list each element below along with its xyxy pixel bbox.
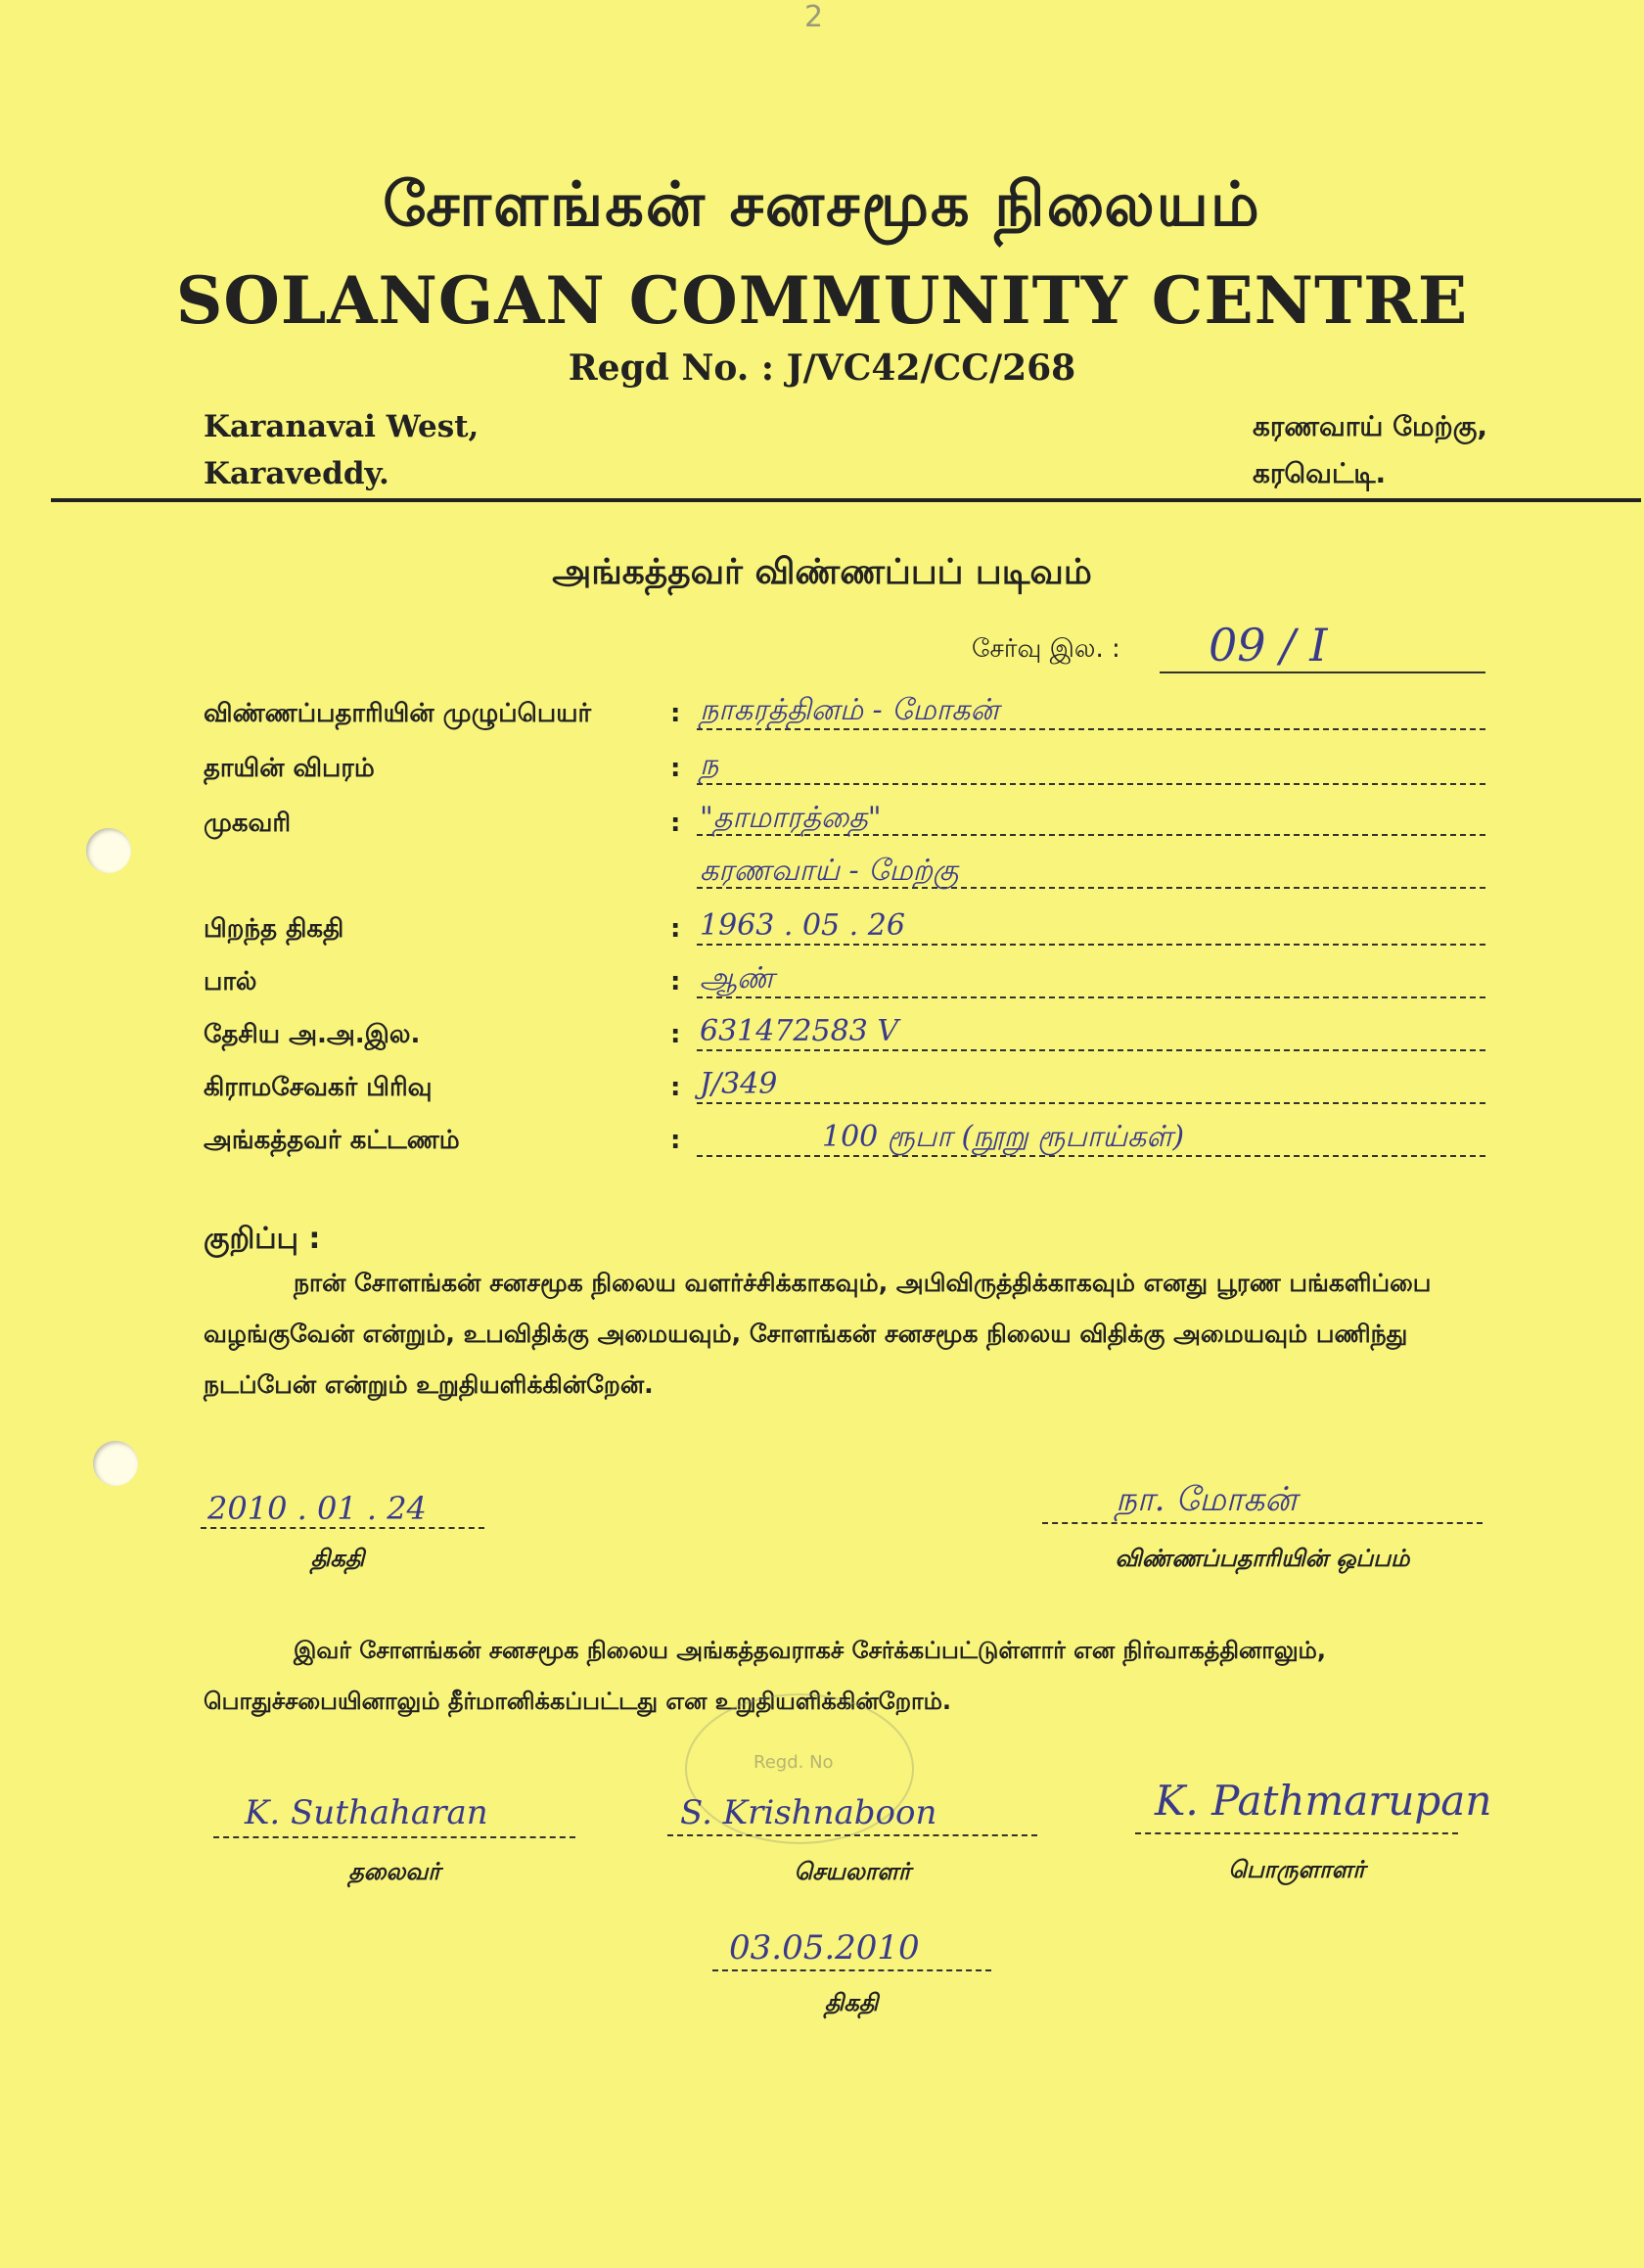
field-value-gn-division[interactable]: J/349: [700, 1067, 778, 1101]
field-colon: :: [670, 1073, 681, 1102]
secretary-signature[interactable]: S. Krishnaboon: [680, 1793, 937, 1832]
secretary-signature-line: [667, 1834, 1037, 1836]
field-label-gn-division: கிராமசேவகர் பிரிவு: [204, 1073, 433, 1102]
applicant-date-caption: திகதி: [310, 1545, 365, 1572]
address-tamil-line-2: கரவெட்டி.: [1252, 457, 1387, 489]
field-colon: :: [670, 699, 681, 728]
address-english: [204, 403, 479, 497]
note-title: குறிப்பு :: [204, 1222, 321, 1256]
applicant-signature-line: [1042, 1522, 1483, 1524]
president-signature-line: [213, 1836, 575, 1838]
note-body: நான் சோளங்கன் சனசமூக நிலைய வளர்ச்சிக்காகவும், அபிவிருத்திக்காகவும் எனது பூரண பங்களிப்பை வழங்குவேன் என்றும், உபவிதிக்கு அமையவும், சோளங்கன் சனசமூக நிலைய விதிக்கு அமையவும் பணிந்து நடப்பேன் என்றும் உறுதியளிக்கின்றேன்.: [204, 1269, 1432, 1399]
punch-hole-lower: [93, 1441, 138, 1486]
field-value-birth-date[interactable]: 1963 . 05 . 26: [700, 908, 905, 943]
applicant-date-value[interactable]: 2010 . 01 . 24: [207, 1490, 427, 1527]
secretary-caption: செயலாளர்: [794, 1858, 911, 1885]
field-label-address: முகவரி: [204, 809, 292, 838]
field-label-national-id: தேசிய அ.அ.இல.: [204, 1020, 421, 1049]
registration-number: Regd No. : J/VC42/CC/268: [568, 347, 1076, 389]
field-line: [697, 996, 1485, 998]
title-tamil: சோளங்கன் சனசமூக நிலையம்: [383, 168, 1261, 240]
field-colon: :: [670, 1020, 681, 1049]
form-title: அங்கத்தவர் விண்ணப்பப் படிவம்: [552, 552, 1092, 592]
address-english-line-1: Karanavai West,: [204, 409, 480, 444]
field-value-mother-details[interactable]: ந: [700, 748, 719, 782]
field-value-membership-fee[interactable]: 100 ரூபா (நூறு ரூபாய்கள்): [822, 1120, 1185, 1154]
final-date-caption: திகதி: [824, 1989, 879, 2016]
address-english-line-2: Karaveddy.: [204, 456, 389, 491]
final-date-line: [712, 1969, 991, 1971]
field-value-address-line-1[interactable]: "தாமாரத்தை": [700, 801, 882, 835]
address-tamil-line-1: கரணவாய் மேற்கு,: [1252, 410, 1487, 442]
field-line: [697, 783, 1485, 785]
field-colon: :: [670, 914, 681, 944]
field-colon: :: [670, 1126, 681, 1155]
page-top-mark: 2: [804, 0, 824, 34]
president-signature[interactable]: K. Suthaharan: [245, 1793, 488, 1832]
treasurer-caption: பொருளாளர்: [1228, 1856, 1365, 1883]
field-line: [697, 1049, 1485, 1051]
president-caption: தலைவர்: [348, 1858, 440, 1885]
stamp-text: Regd. No: [754, 1752, 834, 1773]
field-label-membership-fee: அங்கத்தவர் கட்டணம்: [204, 1126, 460, 1155]
field-value-full-name[interactable]: நாகரத்தினம் - மோகன்: [700, 693, 999, 727]
applicant-signature[interactable]: நா. மோகன்: [1116, 1480, 1298, 1519]
header-divider: [51, 498, 1641, 502]
field-label-birth-date: பிறந்த திகதி: [204, 914, 344, 944]
field-label-full-name: விண்ணப்பதாரியின் முழுப்பெயர்: [204, 699, 592, 728]
field-value-address-line-2[interactable]: கரணவாய் - மேற்கு: [700, 854, 959, 888]
resolution-text: இவர் சோளங்கன் சனசமூக நிலைய அங்கத்தவராகச் சேர்க்கப்பட்டுள்ளார் என நிர்வாகத்தினாலும், பொதுச்சபையினாலும் தீர்மானிக்கப்பட்டது என உறுதியளிக்கின்றோம்.: [204, 1637, 1326, 1715]
address-tamil: [1253, 403, 1487, 497]
field-colon: :: [670, 967, 681, 996]
field-colon: :: [670, 754, 681, 783]
field-colon: :: [670, 809, 681, 838]
applicant-date-line: [201, 1527, 484, 1529]
treasurer-signature-line: [1135, 1832, 1458, 1834]
treasurer-signature[interactable]: K. Pathmarupan: [1155, 1777, 1492, 1825]
applicant-signature-caption: விண்ணப்பதாரியின் ஒப்பம்: [1115, 1545, 1410, 1572]
title-english: SOLANGAN COMMUNITY CENTRE: [175, 262, 1469, 339]
serial-line: [1160, 671, 1485, 673]
serial-label: சேர்வு இல. :: [972, 634, 1120, 664]
serial-value[interactable]: 09 / I: [1209, 619, 1328, 671]
punch-hole-upper: [86, 828, 131, 873]
field-line: [697, 944, 1485, 946]
field-label-mother-details: தாயின் விபரம்: [204, 754, 375, 783]
field-value-sex[interactable]: ஆண்: [700, 961, 775, 995]
field-value-national-id[interactable]: 631472583 V: [700, 1014, 898, 1048]
final-date-value[interactable]: 03.05.2010: [729, 1928, 920, 1967]
field-label-sex: பால்: [204, 967, 257, 996]
field-line: [697, 1102, 1485, 1104]
